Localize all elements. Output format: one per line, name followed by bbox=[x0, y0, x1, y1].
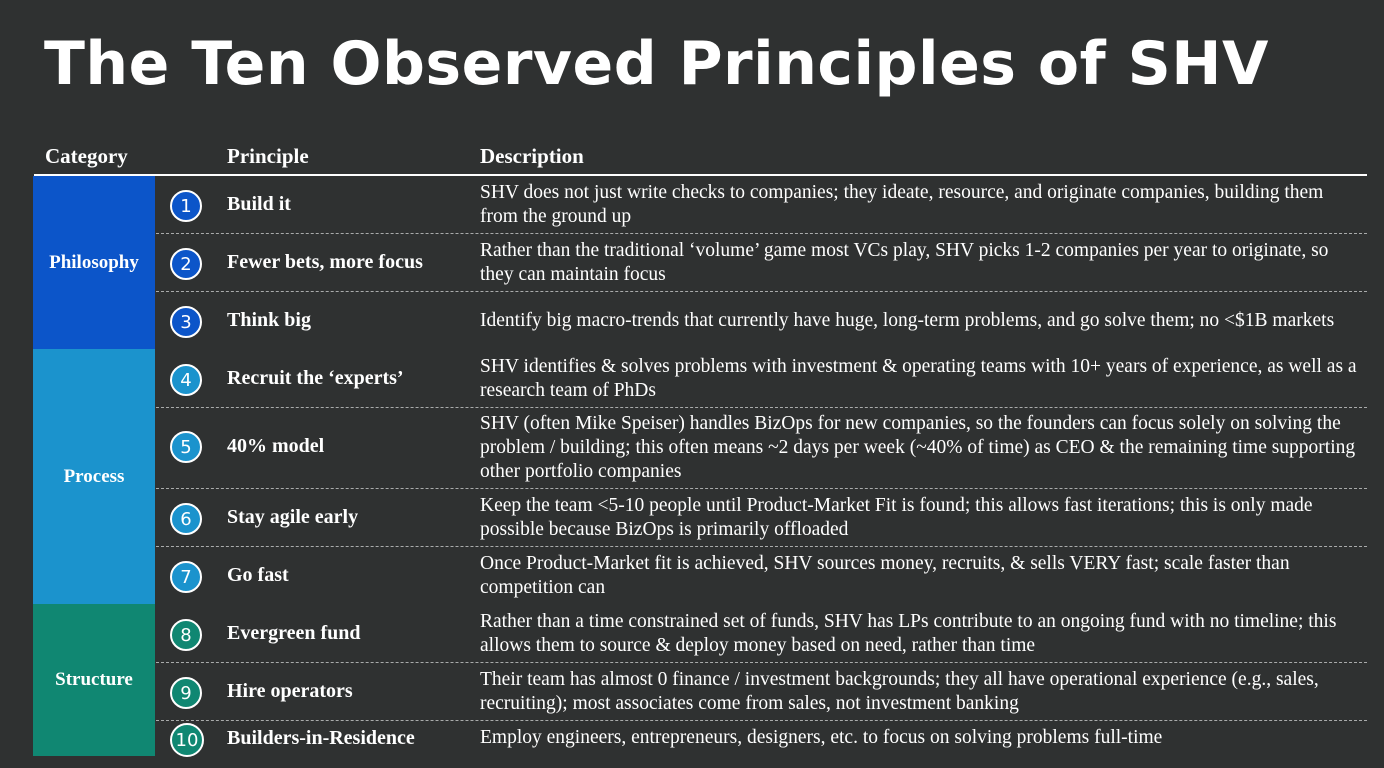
principle-name: Hire operators bbox=[227, 680, 353, 702]
table-row bbox=[156, 605, 1367, 663]
principle-name: Build it bbox=[227, 193, 291, 215]
table-row bbox=[156, 176, 1367, 234]
number-badge: 4 bbox=[170, 364, 202, 396]
principle-description: Employ engineers, entrepreneurs, designers, etc. to focus on solving problems full-time bbox=[480, 727, 1163, 748]
number-badge: 1 bbox=[170, 190, 202, 222]
table-row bbox=[156, 663, 1367, 721]
column-header-category: Category bbox=[45, 144, 128, 168]
principle-description: Identify big macro-trends that currently have huge, long-term problems, and go solve them; no <$1B markets bbox=[480, 309, 1335, 331]
principle-name: Evergreen fund bbox=[227, 622, 361, 644]
principle-name: Recruit the ‘experts’ bbox=[227, 367, 404, 389]
number-badge: 5 bbox=[170, 431, 202, 463]
category-structure: Structure bbox=[33, 604, 155, 756]
principle-description: Rather than a time constrained set of funds, SHV has LPs contribute to an ongoing fund with no timeline; this allows them to source & deploy money based on need, rather than time bbox=[480, 610, 1337, 656]
number-badge: 2 bbox=[170, 248, 202, 280]
column-header-principle: Principle bbox=[227, 144, 309, 168]
principle-description: SHV does not just write checks to companies; they ideate, resource, and originate companies, building them from the ground up bbox=[480, 181, 1324, 227]
principle-name: Fewer bets, more focus bbox=[227, 251, 423, 273]
principle-description: Their team has almost 0 finance / investment backgrounds; they all have operational experience (e.g., sales, recruiting); most associates come from sales, not investment banking bbox=[480, 668, 1319, 714]
table-row bbox=[156, 350, 1367, 408]
page-title: The Ten Observed Principles of SHV bbox=[44, 29, 1269, 99]
number-badge: 10 bbox=[170, 723, 204, 757]
principle-description: Rather than the traditional ‘volume’ game most VCs play, SHV picks 1-2 companies per year to originate, so they can maintain focus bbox=[480, 239, 1329, 285]
number-badge: 6 bbox=[170, 503, 202, 535]
principle-description: Keep the team <5-10 people until Product-Market Fit is found; this allows fast iterations; this is only made possible because BizOps is primarily offloaded bbox=[480, 494, 1313, 540]
principle-description: SHV (often Mike Speiser) handles BizOps for new companies, so the founders can focus solely on solving the problem / building; this often means ~2 days per week (~40% of time) as CEO & the remaining time supporting other portfolio companies bbox=[480, 413, 1356, 482]
table-row bbox=[156, 292, 1367, 349]
table-row bbox=[156, 408, 1367, 489]
number-badge: 3 bbox=[170, 306, 202, 338]
number-badge: 9 bbox=[170, 677, 202, 709]
principle-name: Builders-in-Residence bbox=[227, 727, 415, 749]
principle-description: SHV identifies & solves problems with investment & operating teams with 10+ years of experience, as well as a research team of PhDs bbox=[480, 355, 1357, 401]
principle-name: Go fast bbox=[227, 564, 289, 586]
number-badge: 7 bbox=[170, 561, 202, 593]
table-row bbox=[156, 721, 1367, 757]
principle-name: Think big bbox=[227, 309, 311, 331]
number-badge: 8 bbox=[170, 619, 202, 651]
principle-name: 40% model bbox=[227, 435, 325, 457]
table-row bbox=[156, 547, 1367, 604]
principle-description: Once Product-Market fit is achieved, SHV sources money, recruits, & sells VERY fast; scale faster than competition can bbox=[480, 552, 1290, 598]
category-process: Process bbox=[33, 349, 155, 604]
table-row bbox=[156, 489, 1367, 547]
principle-name: Stay agile early bbox=[227, 506, 359, 528]
column-header-description: Description bbox=[480, 144, 584, 168]
category-philosophy: Philosophy bbox=[33, 176, 155, 349]
table-row bbox=[156, 234, 1367, 292]
